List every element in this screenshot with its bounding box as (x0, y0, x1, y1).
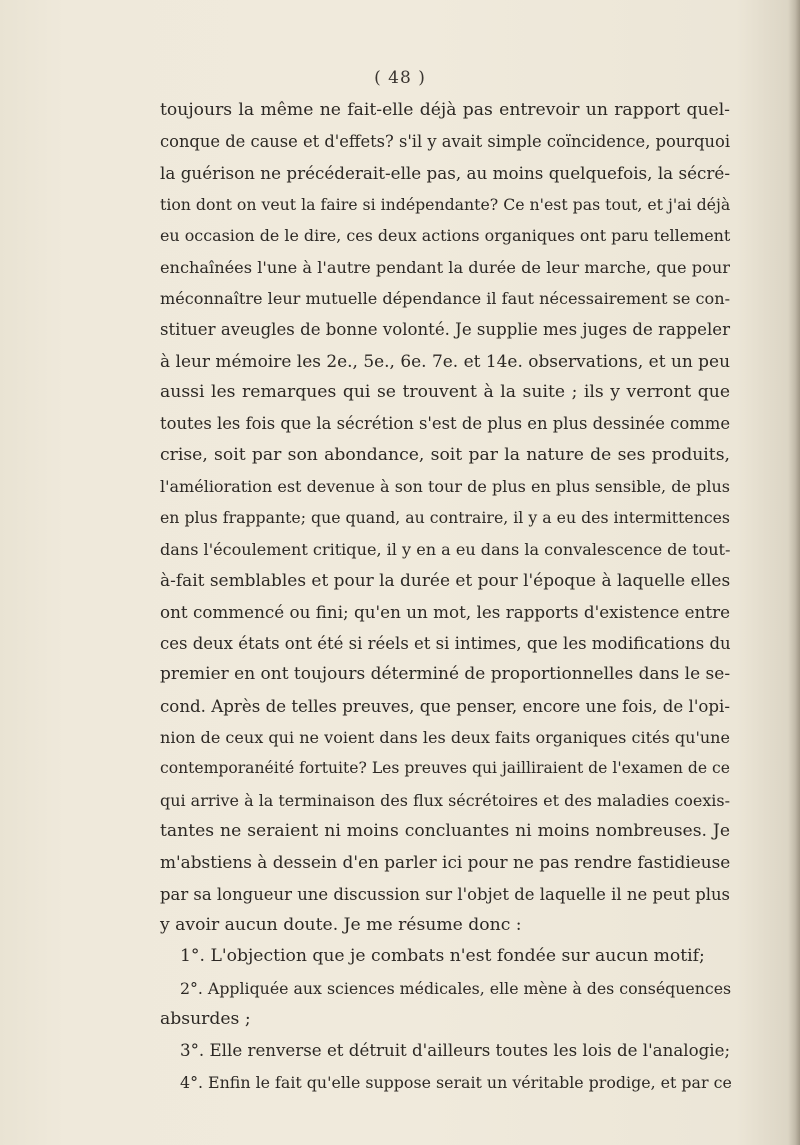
text-line: méconnaître leur mutuelle dépendance il faut nécessairement se con- (160, 289, 730, 309)
text-line: en plus frappante; que quand, au contraire, il y a eu des intermittences (160, 508, 730, 528)
text-line: par sa longueur une discussion sur l'objet de laquelle il ne peut plus (160, 884, 730, 904)
text-line: eu occasion de le dire, ces deux actions organiques ont paru tellement (160, 226, 731, 246)
text-line: ont commencé ou fini; qu'en un mot, les rapports d'existence entre (160, 601, 730, 622)
text-line: qui arrive à la terminaison des flux sécrétoires et des maladies coexis- (160, 790, 730, 810)
text-line: premier en ont toujours déterminé de proportionnelles dans le se- (160, 664, 731, 685)
text-line: la guérison ne précéderait-elle pas, au moins quelquefois, la sécré- (160, 162, 730, 183)
text-line: 4°. Enfin le fait qu'elle suppose serait un véritable prodige, et par ce (180, 1072, 732, 1092)
text-line: dans l'écoulement critique, il y en a eu dans la convalescence de tout- (160, 539, 731, 559)
text-line: stituer aveugles de bonne volonté. Je supplie mes juges de rappeler (160, 320, 730, 340)
text-line: aussi les remarques qui se trouvent à la suite ; ils y verront que (160, 382, 730, 403)
text-line: conque de cause et d'effets? s'il y avait simple coïncidence, pourquoi (160, 132, 731, 152)
text-line: l'amélioration est devenue à son tour de plus en plus sensible, de plus (160, 477, 730, 497)
text-line: m'abstiens à dessein d'en parler ici pour ne pas rendre fastidieuse (160, 852, 731, 873)
text-line: contemporanéité fortuite? Les preuves qui jailliraient de l'examen de ce (160, 759, 730, 778)
text-line: 3°. Elle renverse et détruit d'ailleurs toutes les lois de l'analogie; (180, 1041, 731, 1061)
text-line: enchaînées l'une à l'autre pendant la durée de leur marche, que pour (160, 257, 730, 277)
page-number: ( 48 ) (374, 68, 426, 88)
text-line: toujours la même ne fait-elle déjà pas entrevoir un rapport quel- (160, 100, 730, 120)
text-line: nion de ceux qui ne voient dans les deux faits organiques cités qu'une (160, 727, 730, 747)
text-line: tantes ne seraient ni moins concluantes ni moins nombreuses. Je (160, 820, 730, 841)
body-text (160, 95, 730, 1098)
text-line: ces deux états ont été si réels et si intimes, que les modifications du (160, 633, 731, 653)
text-line: tion dont on veut la faire si indépendante? Ce n'est pas tout, et j'ai déjà (160, 195, 731, 215)
text-line: 2°. Appliquée aux sciences médicales, elle mène à des conséquences (180, 978, 732, 998)
page-edge-shadow (788, 0, 800, 1145)
text-line: à-fait semblables et pour la durée et pour l'époque à laquelle elles (160, 570, 731, 591)
text-line: cond. Après de telles preuves, que penser, encore une fois, de l'opi- (160, 696, 730, 716)
text-line: absurdes ; (160, 1008, 251, 1029)
text-line: y avoir aucun doute. Je me résume donc : (160, 914, 522, 935)
text-line: toutes les fois que la sécrétion s'est de plus en plus dessinée comme (160, 414, 731, 434)
text-line: 1°. L'objection que je combats n'est fondée sur aucun motif; (180, 946, 705, 967)
text-line: à leur mémoire les 2e., 5e., 6e. 7e. et 14e. observations, et un peu (160, 350, 730, 371)
text-line: crise, soit par son abondance, soit par la nature de ses produits, (160, 444, 730, 465)
